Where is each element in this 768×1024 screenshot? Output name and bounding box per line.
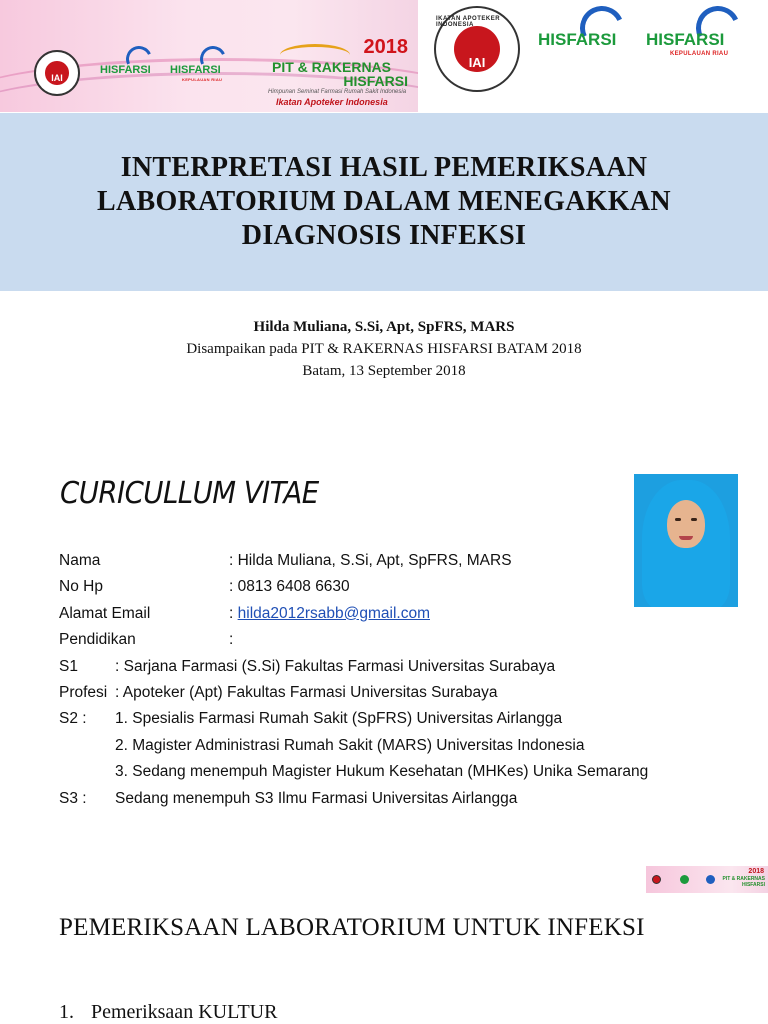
list-item-text: Pemeriksaan KULTUR	[91, 1001, 278, 1023]
hisfarsi-kepri-large-text: HISFARSI	[646, 30, 725, 49]
nama-label: Nama	[59, 552, 101, 569]
pit-org-name: Ikatan Apoteker Indonesia	[276, 97, 388, 107]
mini-text	[722, 876, 765, 888]
hisfarsi-logo-text: HISFARSI	[100, 64, 151, 76]
title-line-2: LABORATORIUM DALAM MENEGAKKAN	[97, 186, 671, 217]
mini-hisfarsi-icon	[680, 875, 689, 884]
page-title	[97, 151, 671, 253]
list-item	[59, 1001, 277, 1024]
pendidikan-value: :	[229, 631, 234, 649]
presenter-name: Hilda Muliana, S.Si, Apt, SpFRS, MARS	[253, 319, 515, 335]
photo-mouth	[679, 536, 693, 540]
nama-value: : Hilda Muliana, S.Si, Apt, SpFRS, MARS	[229, 552, 512, 569]
email-value-wrap	[229, 601, 430, 627]
email-label: Alamat Email	[59, 604, 151, 622]
pit-rakernas-logo	[262, 28, 414, 110]
iai-logo-core: IAI	[45, 61, 69, 85]
iai-ring-logo-icon	[434, 6, 520, 92]
iai-ring-core: IAI	[454, 26, 500, 72]
title-box	[0, 113, 768, 291]
hisfarsi-kepri-sub-text: KEPULAUAN RIAU	[182, 77, 223, 82]
event-banner	[0, 0, 418, 112]
hisfarsi-kepri-logo	[168, 46, 252, 86]
list-item-number: 1.	[59, 1001, 74, 1023]
hisfarsi-large-text: HISFARSI	[538, 30, 617, 49]
hisfarsi-logo	[96, 46, 166, 86]
email-colon: :	[229, 604, 238, 622]
hisfarsi-kepri-large-sub: KEPULAUAN RIAU	[670, 51, 729, 57]
pendidikan-label: Pendidikan	[59, 631, 136, 649]
presenter-info	[0, 316, 768, 382]
s2-item-1: 1. Spesialis Farmasi Rumah Sakit (SpFRS) Universitas Airlangga	[115, 710, 563, 728]
hp-value: : 0813 6408 6630	[229, 578, 350, 596]
mini-year: 2018	[748, 868, 764, 875]
s3-value: Sedang menempuh S3 Ilmu Farmasi Universitas Airlangga	[115, 789, 518, 807]
pit-title-line2: HISFARSI	[343, 73, 408, 89]
photo-eye-right	[691, 518, 697, 521]
pit-title-line1: PIT & RAKERNAS	[272, 59, 392, 75]
s2-item-3: 3. Sedang menempuh Magister Hukum Kesehatan (MHKes) Unika Semarang	[115, 763, 649, 781]
photo-eye-left	[675, 518, 681, 521]
profesi-value: : Apoteker (Apt) Fakultas Farmasi Universitas Surabaya	[115, 683, 498, 701]
mini-event-banner	[646, 866, 768, 893]
section-title: PEMERIKSAAN LABORATORIUM UNTUK INFEKSI	[59, 914, 645, 941]
iai-logo-icon	[34, 50, 80, 96]
s2-item-2: 2. Magister Administrasi Rumah Sakit (MARS) Universitas Indonesia	[115, 736, 585, 754]
iai-ring-text: IKATAN APOTEKER INDONESIA	[436, 16, 501, 28]
hisfarsi-logo-large	[536, 6, 636, 76]
s1-label: S1	[59, 657, 78, 675]
mini-text-line1: PIT & RAKERNAS	[722, 876, 765, 882]
s1-value: : Sarjana Farmasi (S.Si) Fakultas Farmasi Universitas Surabaya	[115, 657, 556, 675]
title-line-3: DIAGNOSIS INFEKSI	[241, 220, 527, 251]
title-line-1: INTERPRETASI HASIL PEMERIKSAAN	[120, 152, 648, 183]
pit-subtitle: Himpunan Seminat Farmasi Rumah Sakit Indonesia	[268, 89, 407, 95]
profesi-label: Profesi	[59, 683, 108, 701]
hisfarsi-kepri-logo-large	[646, 6, 766, 76]
profile-photo	[634, 474, 738, 607]
mini-iai-icon	[652, 875, 661, 884]
mini-hisfarsi-kepri-icon	[706, 875, 715, 884]
mini-text-line2: HISFARSI	[741, 882, 765, 888]
s3-label: S3 :	[59, 789, 87, 807]
hp-label: No Hp	[59, 578, 103, 596]
logo-strip	[418, 0, 768, 112]
presentation-event: Disampaikan pada PIT & RAKERNAS HISFARSI BATAM 2018	[186, 341, 582, 357]
cv-heading: CURICULLUM VITAE	[60, 476, 319, 511]
pit-year: 2018	[363, 36, 408, 58]
presentation-place-date: Batam, 13 September 2018	[302, 363, 466, 379]
hisfarsi-kepri-logo-text: HISFARSI	[170, 64, 221, 76]
photo-face	[667, 500, 705, 548]
s2-label: S2 :	[59, 710, 87, 728]
email-link[interactable]: hilda2012rsabb@gmail.com	[237, 604, 430, 622]
